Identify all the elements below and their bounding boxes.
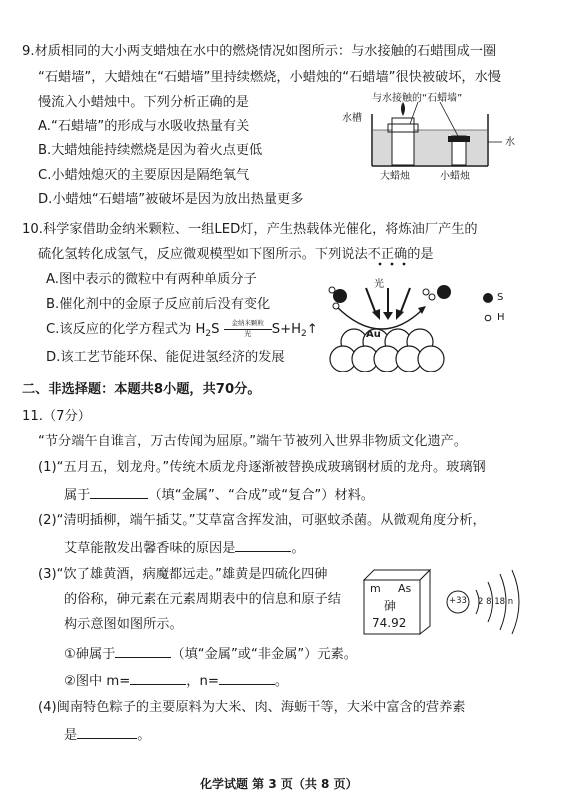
q11-part3-line3: 构示意图如图所示。 [64,617,183,632]
q9-stem-line1: 9.材质相同的大小两支蜡烛在水中的燃烧情况如图所示：与水接触的石蜡围成一圈 [22,44,497,59]
atom-shell-electrons: 2 8 18 n [478,597,514,607]
atom-nucleus-charge: +33 [449,596,467,606]
q10-reaction-figure [318,262,567,372]
q10-option-c-s: S [211,322,220,337]
q10-option-a[interactable]: A.图中表示的微粒中有两种单质分子 [46,272,257,287]
q11-part1-line1: (1)“五月五，划龙舟。”传统木质龙舟逐渐被替换成玻璃钢材质的龙舟。玻璃钢 [38,460,486,475]
q10-option-b[interactable]: B.催化剂中的金原子反应前后没有变化 [46,297,271,312]
q10-option-c-sub2: 2 [301,329,307,339]
section-2-heading: 二、非选择题：本题共8小题，共70分。 [22,382,261,397]
q10-stem-line2: 硫化氢转化成氢气，反应微观模型如下图所示。下列说法不正确的是 [38,247,434,262]
q9-fig-label-small-candle: 小蜡烛 [440,171,470,182]
page-footer: 化学试题 第 3 页（共 8 页） [200,777,358,791]
q11-part2-answer-blank[interactable] [235,537,291,552]
q11-part2-line1: (2)“清明插柳，端午插艾。”艾草富含挥发油，可驱蚊杀菌。从微观角度分析， [38,513,486,528]
q9-stem-line3: 慢流入小蜡烛中。下列分析正确的是 [38,95,249,110]
q10-option-c-sub: 2 [205,329,212,339]
q9-fig-label-big-candle: 大蜡烛 [380,171,410,182]
q10-option-c[interactable] [46,320,318,344]
q9-option-d[interactable]: D.小蜡烛“石蜡墙”被破坏是因为放出热量更多 [38,192,304,207]
reaction-condition-catalyst: 金纳米颗粒 [231,319,264,327]
q10-option-c-suffix: S+H [271,322,302,337]
q9-option-b[interactable]: B.大蜡烛能持续燃烧是因为着火点更低 [38,143,263,158]
q11-part3-line2: 的俗称，砷元素在元素周期表中的信息和原子结 [64,592,341,607]
q11-part1-answer-blank[interactable] [90,484,148,499]
q10-fig-au-label: Au [366,329,381,340]
q10-option-c-arrow: ↑ [306,322,318,337]
q10-fig-light-label: 光 [374,279,384,290]
q11-part4-line2: 是 。 [64,724,150,746]
micro-reaction-model [318,262,567,372]
q10-legend-h: H [497,312,505,323]
q11-part4-answer-blank[interactable] [77,724,137,739]
element-cell-m: m [370,582,381,595]
reaction-condition-arrow [224,320,272,340]
q11-header: 11.（7分） [22,409,91,424]
q9-stem-line2: “石蜡墙”，大蜡烛在“石蜡墙”里持续燃烧，小蜡烛的“石蜡墙”很快被破坏，水慢 [38,70,501,85]
q11-part3-q2: ②图中 m= ，n= 。 [64,670,288,692]
element-cell-name: 砷 [384,599,397,613]
q11-part3-q1-answer-blank[interactable] [115,643,171,658]
q11-part3-line1: (3)“饮了雄黄酒，病魔都远走。”雄黄是四硫化四砷 [38,567,328,582]
q11-part2-line2: 艾草能散发出馨香味的原因是 。 [64,537,305,559]
q10-option-c-prefix: C.该反应的化学方程式为 H [46,322,206,337]
q11-part3-n-answer-blank[interactable] [219,670,275,685]
q10-option-d[interactable]: D.该工艺节能环保、能促进氢经济的发展 [46,350,285,365]
element-cell-symbol: As [398,582,412,595]
q9-option-a[interactable]: A.“石蜡墙”的形成与水吸收热量有关 [38,119,250,134]
q11-part3-m-answer-blank[interactable] [130,670,186,685]
q10-stem-line1: 10.科学家借助金纳米颗粒、一组LED灯，产生热载体光催化，将炼油厂产生的 [22,222,478,237]
q11-intro: “节分端午自谁言，万古传闻为屈原。”端午节被列入世界非物质文化遗产。 [38,434,468,449]
q11-part3-q1: ①砷属于 （填“金属”或“非金属”）元素。 [64,643,357,665]
q11-part4-line1: (4)闽南特色粽子的主要原料为大米、肉、海蛎干等，大米中富含的营养素 [38,700,466,715]
q9-fig-label-water: 水 [505,137,515,148]
element-cell-mass: 74.92 [372,616,407,630]
q9-fig-label-tank: 水槽 [342,113,362,124]
q11-part1-line2: 属于 （填“金属”、“合成”或“复合”）材料。 [64,484,374,506]
q10-legend-s: S [497,292,504,303]
reaction-condition-light: 光 [244,330,252,338]
q9-option-c[interactable]: C.小蜡烛熄灭的主要原因是隔绝氧气 [38,168,250,183]
q9-fig-label-wax-wall: 与水接触的“石蜡墙” [372,93,463,104]
